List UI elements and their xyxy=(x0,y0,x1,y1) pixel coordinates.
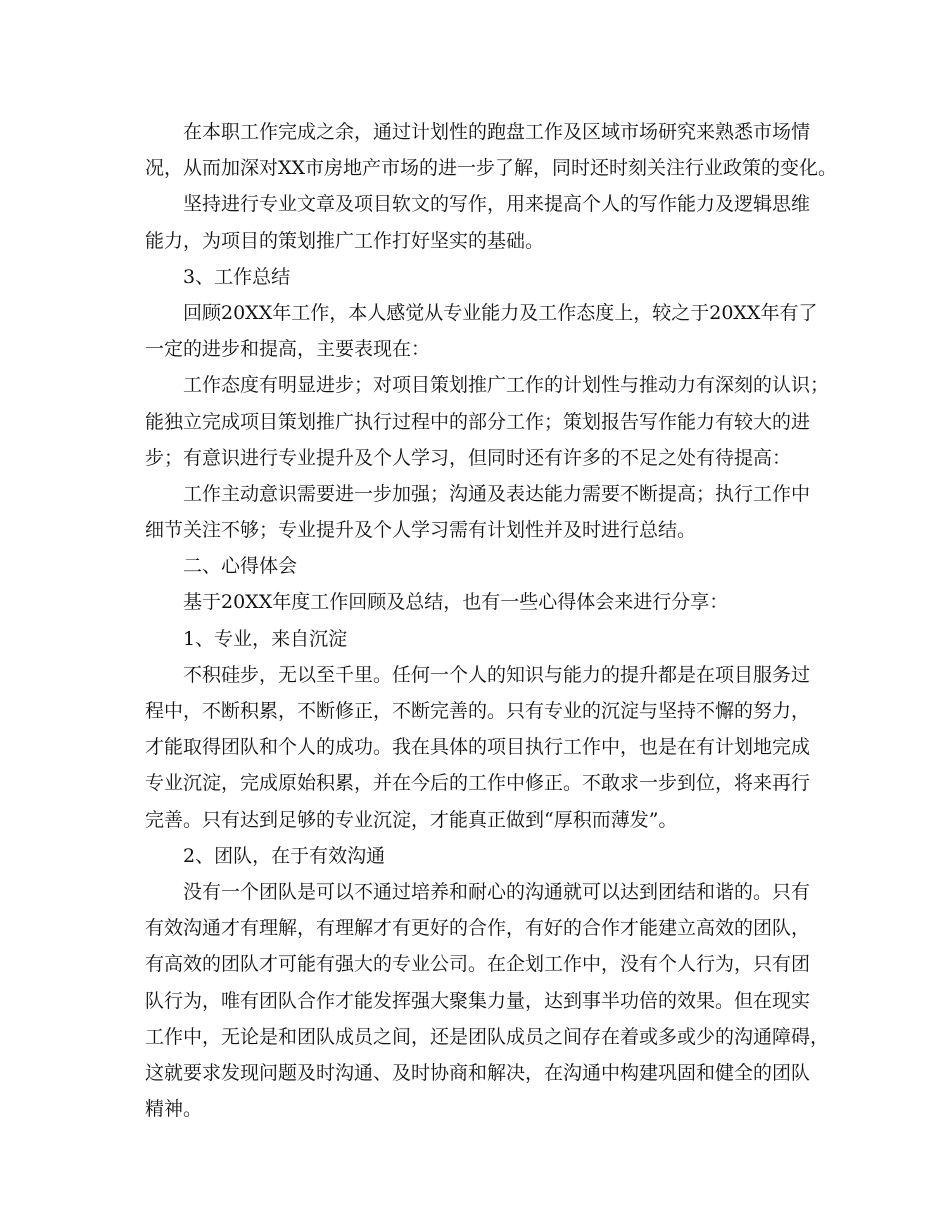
text-line: 1、专业，来自沉淀 xyxy=(183,627,348,650)
text-line: 一定的进步和提高，主要表现在： xyxy=(145,338,431,361)
text-line: 回顾20XX年工作，本人感觉从专业能力及工作态度上，较之于20XX年有了 xyxy=(183,301,818,324)
text-line: 能独立完成项目策划推广执行过程中的部分工作；策划报告写作能力有较大的进 xyxy=(145,410,811,433)
text-line: 细节关注不够；专业提升及个人学习需有计划性并及时进行总结。 xyxy=(145,519,697,542)
text-line: 3、工作总结 xyxy=(183,265,291,288)
text-line: 精神。 xyxy=(145,1098,203,1121)
text-line: 在本职工作完成之余，通过计划性的跑盘工作及区域市场研究来熟悉市场情 xyxy=(183,121,811,143)
text-line: 基于20XX年度工作回顾及总结，也有一些心得体会来进行分享： xyxy=(183,591,729,614)
text-line: 才能取得团队和个人的成功。我在具体的项目执行工作中，也是在有计划地完成 xyxy=(145,736,811,759)
text-line: 工作中，无论是和团队成员之间，还是团队成员之间存在着或多或少的沟通障碍， xyxy=(145,1025,830,1048)
text-line: 专业沉淀，完成原始积累，并在今后的工作中修正。不敢求一步到位，将来再行 xyxy=(145,772,811,795)
text-line: 程中，不断积累，不断修正，不断完善的。只有专业的沉淀与坚持不懈的努力， xyxy=(145,700,811,722)
text-line: 有高效的团队才可能有强大的专业公司。在企划工作中，没有个人行为，只有团 xyxy=(145,953,811,976)
text-line: 工作主动意识需要进一步加强；沟通及表达能力需要不断提高；执行工作中 xyxy=(183,482,811,505)
text-line: 没有一个团队是可以不通过培养和耐心的沟通就可以达到团结和谐的。只有 xyxy=(183,880,811,903)
text-line: 坚持进行专业文章及项目软文的写作，用来提高个人的写作能力及逻辑思维 xyxy=(183,193,811,216)
document-body xyxy=(145,114,838,1127)
text-line: 完善。只有达到足够的专业沉淀，才能真正做到“厚积而薄发”。 xyxy=(145,808,678,831)
text-line: 这就要求发现问题及时沟通、及时协商和解决，在沟通中构建巩固和健全的团队 xyxy=(145,1061,811,1084)
text-line: 工作态度有明显进步；对项目策划推广工作的计划性与推动力有深刻的认识； xyxy=(183,374,830,397)
text-line: 不积硅步，无以至千里。任何一个人的知识与能力的提升都是在项目服务过 xyxy=(183,663,811,686)
text-line: 队行为，唯有团队合作才能发挥强大聚集力量，达到事半功倍的效果。但在现实 xyxy=(145,989,811,1012)
text-line: 二、心得体会 xyxy=(183,555,298,578)
text-line: 能力，为项目的策划推广工作打好坚实的基础。 xyxy=(145,229,545,252)
text-line: 有效沟通才有理解，有理解才有更好的合作，有好的合作才能建立高效的团队， xyxy=(145,917,811,940)
text-line: 2、团队，在于有效沟通 xyxy=(183,844,386,867)
text-line: 步；有意识进行专业提升及个人学习，但同时还有许多的不足之处有待提高： xyxy=(145,446,792,469)
text-line: 况，从而加深对XX市房地产市场的进一步了解，同时还时刻关注行业政策的变化。 xyxy=(145,157,838,180)
